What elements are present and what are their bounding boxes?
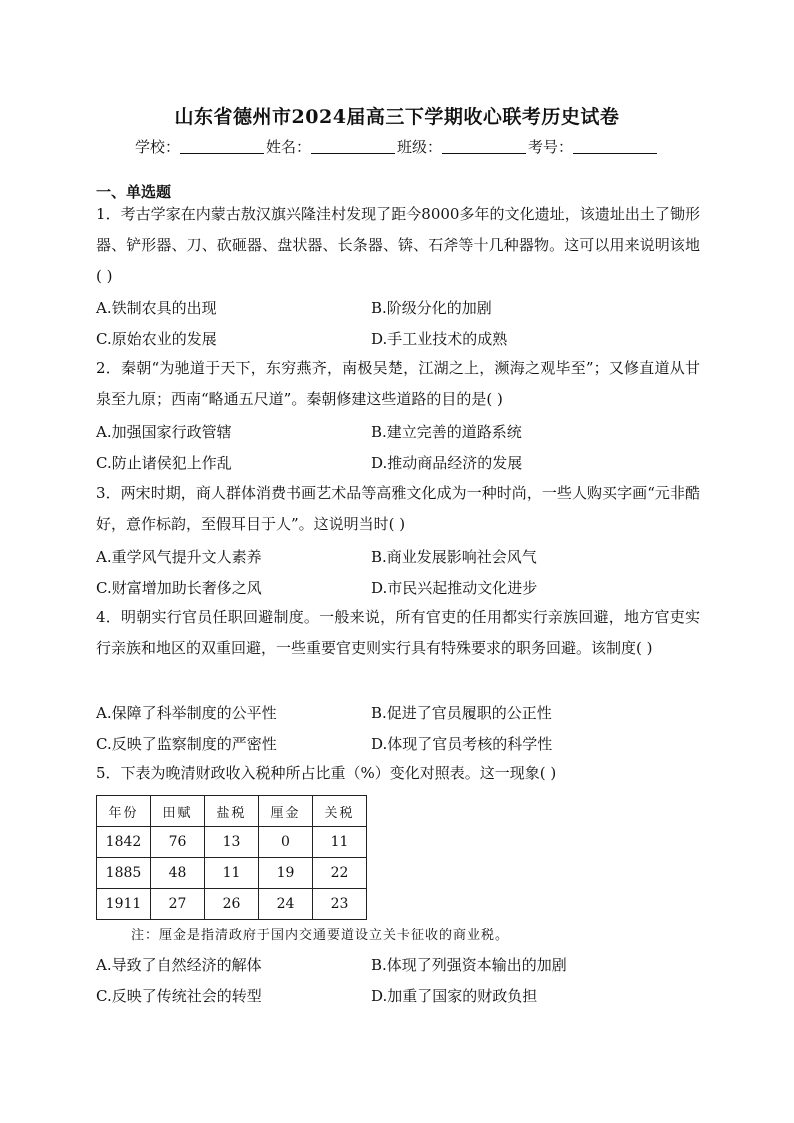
table-cell: 11 [205, 858, 259, 889]
class-blank [442, 139, 526, 154]
question-1-option-d: D.手工业技术的成熟 [371, 330, 508, 348]
table-note: 注：厘金是指清政府于国内交通要道设立关卡征收的商业税。 [131, 928, 510, 943]
question-3-option-c: C.财富增加助长奢侈之风 [96, 579, 262, 597]
school-blank [180, 139, 264, 154]
table-header-cell: 关税 [313, 796, 367, 827]
question-1-option-a: A.铁制农具的出现 [96, 299, 217, 317]
exam-no-blank [573, 139, 657, 154]
class-label: 班级： [397, 138, 443, 156]
table-cell: 22 [313, 858, 367, 889]
question-3-option-b: B.商业发展影响社会风气 [371, 548, 537, 566]
question-5-option-c: C.反映了传统社会的转型 [96, 987, 262, 1005]
table-row [97, 827, 367, 858]
question-4-text: 4．明朝实行官员任职回避制度。一般来说，所有官吏的任用都实行亲族回避，地方官吏实行亲族和地区的双重回避，一些重要官吏则实行具有特殊要求的职务回避。该制度( ) [96, 608, 700, 657]
question-5-text: 5．下表为晚清财政收入税种所占比重（%）变化对照表。这一现象( ) [96, 764, 557, 782]
exam-title: 山东省德州市2024届高三下学期收心联考历史试卷 [174, 106, 620, 128]
question-4-option-b: B.促进了官员履职的公正性 [371, 704, 552, 722]
table-cell: 48 [151, 858, 205, 889]
question-3-option-a: A.重学风气提升文人素养 [96, 548, 262, 566]
section-title: 一、单选题 [96, 183, 172, 201]
student-info-row [0, 136, 794, 157]
table-cell: 27 [151, 889, 205, 920]
question-4-option-a: A.保障了科举制度的公平性 [96, 704, 277, 722]
table-cell: 13 [205, 827, 259, 858]
question-2-option-a: A.加强国家行政管辖 [96, 423, 232, 441]
table-cell: 26 [205, 889, 259, 920]
table-row [97, 858, 367, 889]
table-cell: 0 [259, 827, 313, 858]
table-header-cell: 田赋 [151, 796, 205, 827]
table-cell: 23 [313, 889, 367, 920]
question-4-option-d: D.体现了官员考核的科学性 [371, 735, 553, 753]
question-2-option-c: C.防止诸侯犯上作乱 [96, 454, 232, 472]
table-cell: 19 [259, 858, 313, 889]
question-3-option-d: D.市民兴起推动文化进步 [371, 579, 538, 597]
question-5-option-b: B.体现了列强资本输出的加剧 [371, 956, 567, 974]
exam-no-label: 考号： [528, 138, 574, 156]
question-2-option-b: B.建立完善的道路系统 [371, 423, 522, 441]
question-1-option-b: B.阶级分化的加剧 [371, 299, 492, 317]
question-5-option-a: A.导致了自然经济的解体 [96, 956, 262, 974]
question-3-text: 3．两宋时期，商人群体消费书画艺术品等高雅文化成为一种时尚，一些人购买字画“元非酷好，意作标韵，至假耳目于人”。这说明当时( ) [96, 484, 700, 533]
name-blank [311, 139, 395, 154]
table-header-row [97, 796, 367, 827]
table-header-cell: 厘金 [259, 796, 313, 827]
question-4-option-c: C.反映了监察制度的严密性 [96, 735, 277, 753]
table-cell: 1842 [97, 827, 151, 858]
name-label: 姓名： [265, 138, 311, 156]
question-2-option-d: D.推动商品经济的发展 [371, 454, 523, 472]
question-5-option-d: D.加重了国家的财政负担 [371, 987, 538, 1005]
table-row [97, 889, 367, 920]
table-header-cell: 盐税 [205, 796, 259, 827]
table-cell: 11 [313, 827, 367, 858]
question-2-text: 2．秦朝“为驰道于天下，东穷燕齐，南极吴楚，江湖之上，濒海之观毕至”；又修直道从甘泉至九原；西南“略通五尺道”。秦朝修建这些道路的目的是( ) [96, 359, 700, 408]
table-cell: 1911 [97, 889, 151, 920]
school-label: 学校： [134, 138, 180, 156]
table-cell: 24 [259, 889, 313, 920]
table-cell: 76 [151, 827, 205, 858]
question-1-option-c: C.原始农业的发展 [96, 330, 217, 348]
tax-ratio-table [96, 795, 367, 920]
table-cell: 1885 [97, 858, 151, 889]
question-1-text: 1．考古学家在内蒙古敖汉旗兴隆洼村发现了距今8000多年的文化遗址，该遗址出土了锄形器、铲形器、刀、砍砸器、盘状器、长条器、锛、石斧等十几种器物。这可以用来说明该地( ) [96, 205, 700, 285]
table-header-cell: 年份 [97, 796, 151, 827]
